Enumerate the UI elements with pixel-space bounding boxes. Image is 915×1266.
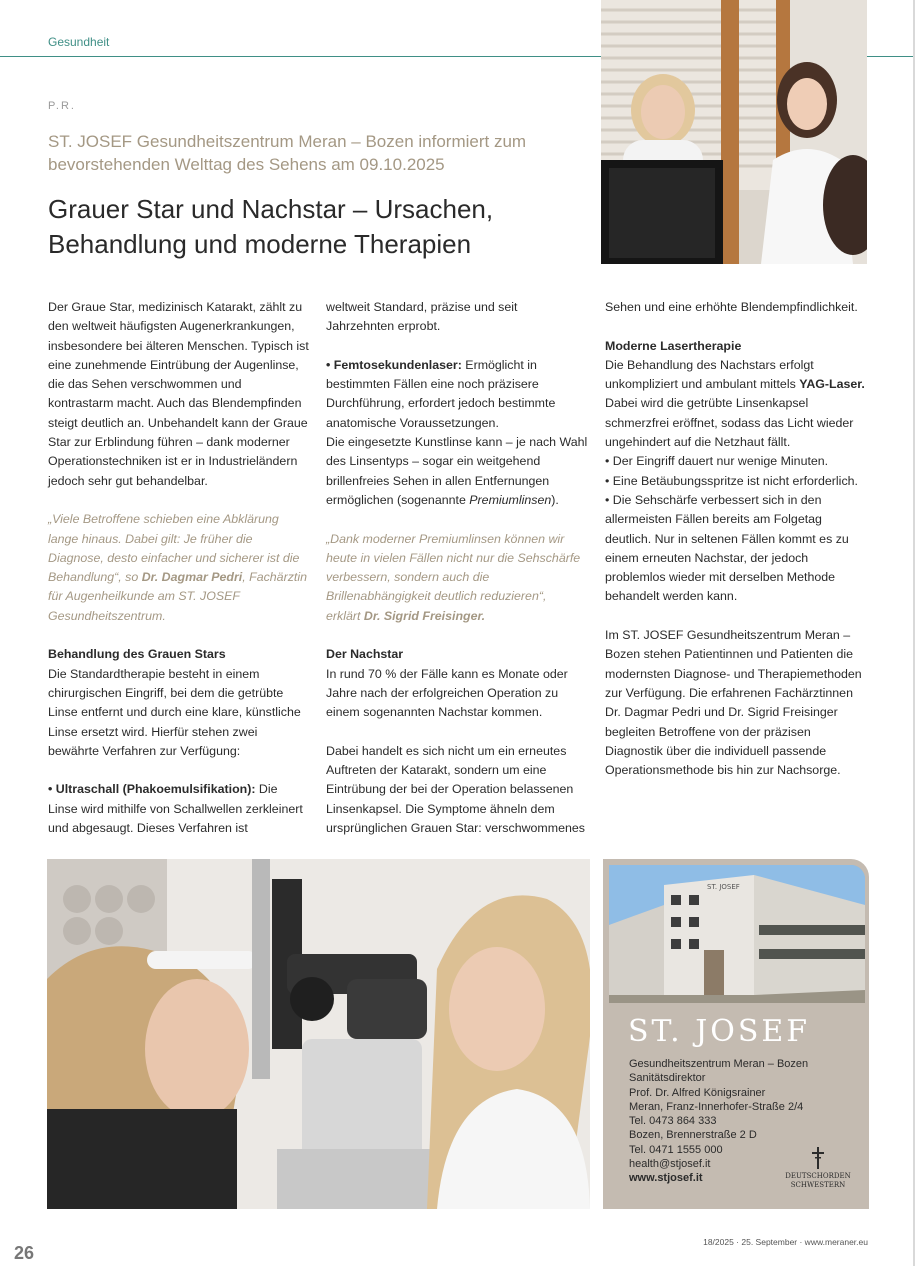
contact-line-bozen-phone: Tel. 0471 1555 000 [629, 1143, 723, 1156]
bullet-femto [326, 356, 588, 433]
top-photo [601, 0, 867, 264]
treatment-paragraph: Die Standardtherapie besteht in einem chirurgischen Eingriff, bei dem die getrübte Linse entfernt und durch eine klare, künstliche Linse ersetzt wird. Hierfür stehen zwei bewährte Verfahren zur Verfügung: [48, 666, 301, 758]
bullet-ultrasound-text: Die Linse wird mithilfe von Schallwellen zerkleinert und abgesaugt. Dieses Verfahren ist [48, 782, 303, 836]
order-line-1: DEUTSCHORDEN [785, 1172, 851, 1180]
header-rule [0, 56, 601, 57]
nachstar-paragraph-2: Dabei handelt es sich nicht um ein erneutes Auftreten der Katarakt, sondern um eine Eintrübung der bei der Operation belassenen Linsenkapsel. Die Symptome ähneln dem ursprünglichen Grauen Star: verschwommenes [326, 743, 585, 836]
building-illustration [609, 865, 865, 1003]
text-column-3 [605, 298, 867, 780]
lens-end: ). [551, 492, 559, 507]
quote-freisinger [326, 530, 588, 626]
bullet-ultrasound [48, 780, 310, 838]
doctors-photo-illustration [601, 0, 867, 264]
cross-icon [811, 1147, 825, 1169]
pr-label: P.R. [48, 100, 76, 112]
quote-pedri-text: „Viele Betroffene schieben eine Abklärung lange hinaus. Dabei gilt: Je früher die Diagnose, desto einfacher und sicherer ist die Behandlung“, so [48, 512, 300, 585]
laser-text-pre: Die Behandlung des Nachstars erfolgt unkompliziert und ambulant mittels [605, 357, 814, 392]
contact-line-bozen-address: Bozen, Brennerstraße 2 D [629, 1129, 757, 1142]
text-column-2 [326, 298, 588, 838]
bullet-ultrasound-label: • Ultraschall (Phakoemulsifikation): [48, 782, 256, 797]
heading-treatment: Behandlung des Grauen Stars [48, 647, 226, 662]
symptoms-continuation: Sehen und eine erhöhte Blendempfindlichkeit. [605, 300, 858, 314]
laser-term: YAG-Laser. [799, 377, 865, 392]
laser-bullet-2: • Eine Betäubungsspritze ist nicht erforderlich. [605, 473, 858, 488]
page-number: 26 [14, 1243, 35, 1263]
quote-pedri [48, 510, 310, 626]
contact-line-meran-phone: Tel. 0473 864 333 [629, 1115, 717, 1128]
eye-exam-illustration [47, 859, 590, 1209]
quote-freisinger-name: Dr. Sigrid Freisinger. [363, 608, 486, 623]
contact-line-director-title: Sanitätsdirektor [629, 1072, 706, 1085]
heading-laser: Moderne Lasertherapie [605, 338, 742, 353]
nachstar-paragraph-1: In rund 70 % der Fälle kann es Monate oder Jahre nach der erfolgreichen Operation zu einem sogenannten Nachstar kommen. [326, 666, 568, 720]
quote-freisinger-pre: erklärt [326, 608, 364, 623]
intro-paragraph: Der Graue Star, medizinisch Katarakt, zählt zu den weltweit häufigsten Augenerkrankungen, insbesondere bei älteren Menschen. Typisch ist eine zunehmende Eintrübung der Augenlinse, die das Sehen verschwommen und kontrastarm macht. Auch das Blendempfinden steigt deutlich an. Unbehandelt kann der Graue Star zur Erblindung führen – dank moderner Operationstechniken ist er in Industrieländern jedoch sehr gut behandelbar. [48, 300, 309, 488]
quote-pedri-name: Dr. Dagmar Pedri [141, 570, 243, 585]
laser-paragraph [605, 356, 867, 452]
bullet-femto-text: Ermöglicht in bestimmten Fällen eine noch präzisere Durchführung, erfordert jedoch bestimmte anatomische Voraussetzungen. [326, 357, 556, 430]
st-josef-ad [603, 859, 869, 1209]
deutschorden-logo [773, 1147, 863, 1190]
building-sign: ST. JOSEF [707, 883, 740, 891]
lens-text: Die eingesetzte Kunstlinse kann – je nach Wahl des Linsentyps – sogar ein weitgehend brillenfreies Sehen in allen Entfernungen ermöglichen (sogenannte [326, 435, 588, 507]
closing-paragraph: Im ST. JOSEF Gesundheitszentrum Meran – Bozen stehen Patientinnen und Patienten die modernsten Diagnose- und Therapiemethoden zur Verfügung. Die erfahrenen Fachärztinnen Dr. Dagmar Pedri und Dr. Sigrid Freisinger begleiten Betroffene von der präzisen Diagnostik über die individuell passende Operationsmethode bis hin zur Nachsorge. [605, 628, 862, 778]
bullet-femto-label: • Femtosekundenlaser: [326, 357, 462, 372]
headline: Grauer Star und Nachstar – Ursachen, Behandlung und moderne Therapien [48, 194, 494, 259]
contact-line-meran-address: Meran, Franz-Innerhofer-Straße 2/4 [629, 1100, 804, 1113]
lens-term: Premiumlinsen [469, 492, 552, 507]
st-josef-logo: ST. JOSEF [628, 1014, 811, 1049]
heading-nachstar: Der Nachstar [326, 647, 404, 662]
contact-line-name: Gesundheitszentrum Meran – Bozen [629, 1058, 809, 1070]
header-rule-right [867, 56, 915, 57]
quote-pedri-role: , Fachärztin für Augenheilkunde am ST. JOSEF Gesundheitszentrum. [48, 570, 307, 623]
lens-paragraph [326, 433, 588, 510]
laser-bullet-3: • Die Sehschärfe verbessert sich in den allermeisten Fällen bereits am Folgetag deutlich. Nur in seltenen Fällen kommt es zu einem erneuten Nachstar, der jedoch problemlos wieder mit derselben Methode behandelt werden kann. [605, 492, 849, 604]
contact-line-director: Prof. Dr. Alfred Königsrainer [629, 1086, 766, 1099]
section-tag: Gesundheit [48, 35, 110, 49]
contact-website[interactable]: www.stjosef.it [629, 1172, 703, 1185]
exam-photo [47, 859, 590, 1209]
laser-bullet-1: • Der Eingriff dauert nur wenige Minuten. [605, 454, 829, 469]
kicker: ST. JOSEF Gesundheitszentrum Meran – Bozen informiert zum bevorstehenden Welttag des Sehens am 09.10.2025 [48, 132, 527, 174]
quote-freisinger-text: „Dank moderner Premiumlinsen können wir heute in vielen Fällen nicht nur die Sehschärfe verbessern, sondern auch die Brillenabhängigkeit deutlich reduzieren“, [326, 531, 581, 604]
building-photo [609, 865, 865, 1003]
footer-info: 18/2025 · 25. September · www.meraner.eu [703, 1237, 868, 1247]
ultrasound-continuation: weltweit Standard, präzise und seit Jahrzehnten erprobt. [326, 300, 518, 334]
order-line-2: SCHWESTERN [790, 1181, 846, 1189]
contact-email[interactable]: health@stjosef.it [629, 1158, 711, 1171]
text-column-1 [48, 298, 310, 838]
laser-text-post: Dabei wird die getrübte Linsenkapsel schmerzfrei eröffnet, sodass das Licht wieder ungehindert auf die Netzhaut fällt. [605, 396, 854, 450]
